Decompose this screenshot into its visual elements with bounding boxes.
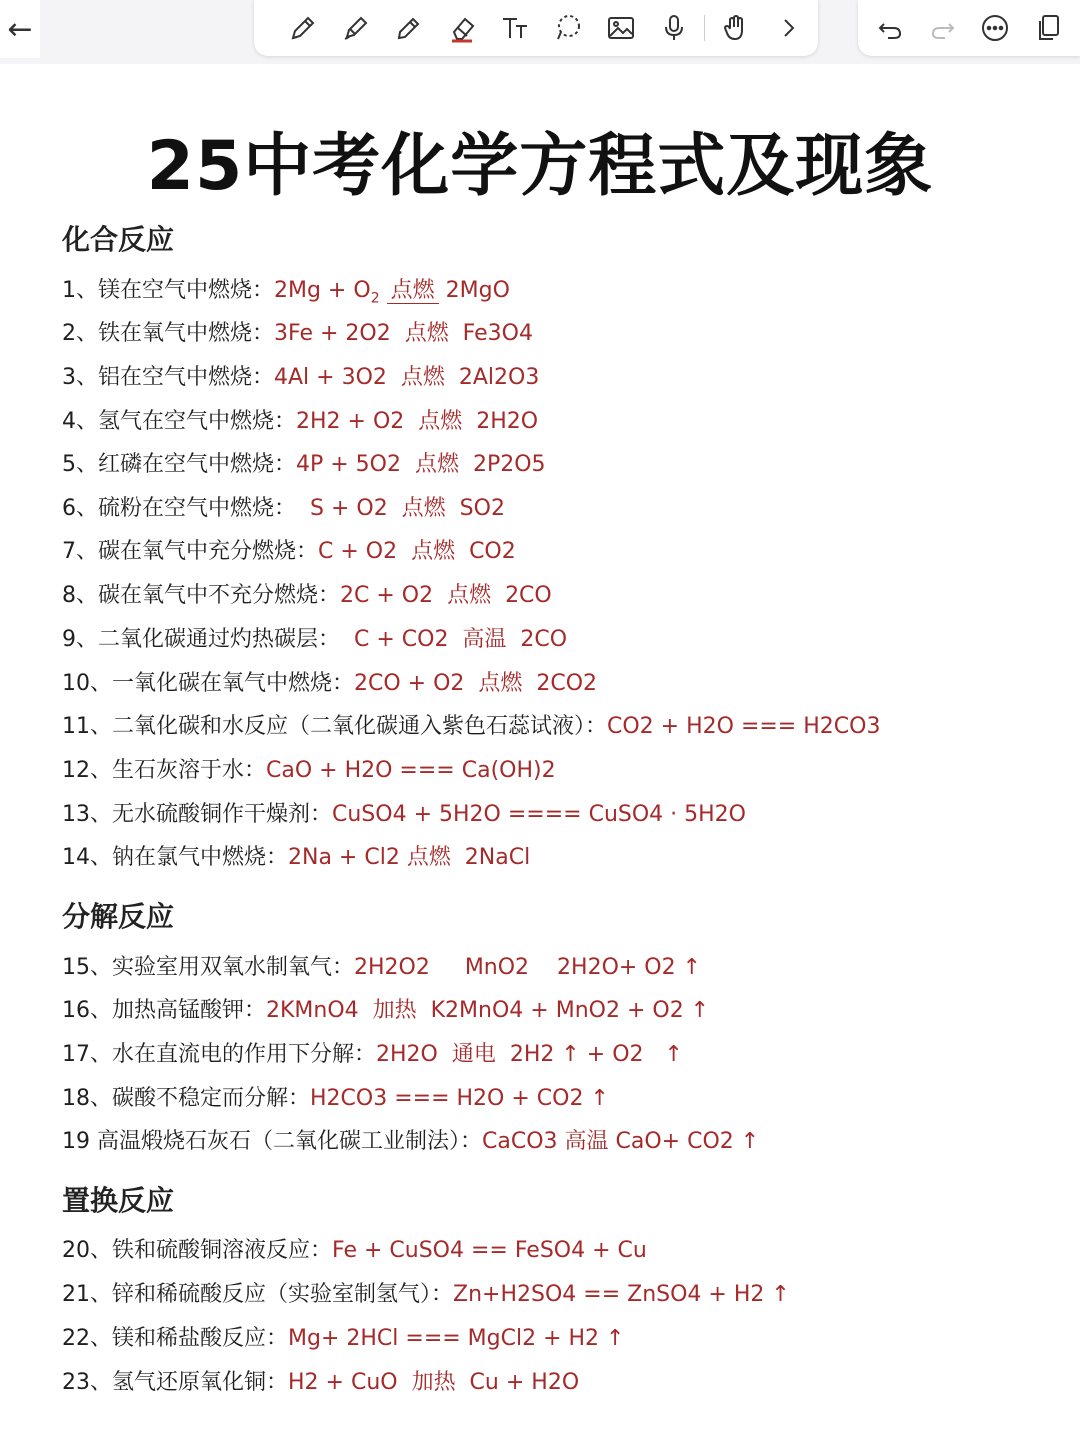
image-icon[interactable] [594,8,647,48]
equation: Zn+H2SO4 == ZnSO4 + H2 ↑ [453,1282,790,1307]
pencil-icon[interactable] [382,8,435,48]
equation: 2H2O 通电 2H2 ↑ + O2 ↑ [376,1042,683,1067]
reaction-label: 8、碳在氧气中不充分燃烧： [62,583,340,608]
reaction-label: 23、氢气还原氧化铜： [62,1370,288,1395]
equation-line [62,1363,579,1403]
top-toolbar [0,0,1080,64]
equation: 4Al + 3O2 点燃 2Al2O3 [274,365,540,390]
hand-icon[interactable] [709,8,762,48]
reaction-label: 1、镁在空气中燃烧： [62,278,274,303]
reaction-label: 7、碳在氧气中充分燃烧： [62,539,318,564]
equation: H2CO3 === H2O + CO2 ↑ [310,1086,609,1111]
reaction-label: 20、铁和硫酸铜溶液反应： [62,1238,332,1263]
equation-right: 2MgO [445,278,510,303]
equation: Fe + CuSO4 == FeSO4 + Cu [332,1238,647,1263]
reaction-label: 3、铝在空气中燃烧： [62,365,274,390]
equation: Mg+ 2HCl === MgCl2 + H2 ↑ [288,1326,625,1351]
equation: H2 + CuO 加热 Cu + H2O [288,1370,580,1395]
lasso-icon[interactable] [541,8,594,48]
equation: 4P + 5O2 点燃 2P2O5 [296,452,546,477]
reaction-label: 14、钠在氯气中燃烧： [62,845,288,870]
reaction-label: 22、镁和稀盐酸反应： [62,1326,288,1351]
equation-line [62,1035,683,1075]
text-tool-icon[interactable] [488,8,541,48]
reaction-label: 9、二氧化碳通过灼热碳层： [62,627,340,652]
reaction-condition: 点燃 [387,278,439,304]
subscript: 2 [370,290,380,307]
equation: C + O2 点燃 CO2 [318,539,516,564]
reaction-label: 16、加热高锰酸钾： [62,998,266,1023]
equation: C + CO2 高温 2CO [340,627,568,652]
equation-line [62,1275,790,1315]
eraser-icon[interactable] [435,8,488,48]
equation [274,278,510,307]
equation: CaCO3 高温 CaO+ CO2 ↑ [482,1129,760,1154]
redo-icon[interactable] [919,8,967,48]
equation-line [62,1319,624,1359]
equation: 3Fe + 2O2 点燃 Fe3O4 [274,321,533,346]
reaction-label: 5、红磷在空气中燃烧： [62,452,296,477]
history-tool-group [858,0,1080,56]
equation-line [62,991,709,1031]
equation-line [62,1079,609,1119]
equation-line [62,532,516,572]
equation-line [62,948,701,988]
equation-line [62,751,556,791]
equation-line [62,1231,647,1271]
section-heading-combination: 化合反应 [62,223,175,256]
equation: 2H2O2 MnO2 2H2O+ O2 ↑ [354,955,702,980]
reaction-label: 6、硫粉在空气中燃烧： [62,496,296,521]
pages-icon[interactable] [1024,8,1072,48]
equation-line [62,271,510,311]
equation: CaO + H2O === Ca(OH)2 [266,758,556,783]
highlighter-icon[interactable] [329,8,382,48]
pen-icon[interactable] [276,8,329,48]
section-heading-displacement: 置换反应 [62,1184,175,1217]
equation-line [62,707,880,747]
chevron-right-icon[interactable] [762,8,815,48]
equation-left: 2Mg + O [274,278,371,303]
equation-line [62,795,746,835]
equation: 2KMnO4 加热 K2MnO4 + MnO2 + O2 ↑ [266,998,710,1023]
reaction-label: 19 高温煅烧石灰石（二氧化碳工业制法）： [62,1129,482,1154]
back-arrow-icon[interactable]: ← [0,0,40,58]
equation-line [62,489,505,529]
equation: 2CO + O2 点燃 2CO2 [354,671,598,696]
equation-line [62,314,533,354]
drawing-tool-group [254,0,818,56]
microphone-icon[interactable] [647,8,700,48]
equation: S + O2 点燃 SO2 [296,496,505,521]
equation-line [62,445,546,485]
more-icon[interactable] [971,8,1019,48]
equation-line [62,620,567,660]
equation-line [62,838,530,878]
page-title: 25中考化学方程式及现象 [146,127,934,206]
reaction-label: 13、无水硫酸铜作干燥剂： [62,802,332,827]
equation: 2C + O2 点燃 2CO [340,583,552,608]
reaction-label: 4、氢气在空气中燃烧： [62,409,296,434]
equation: 2H2 + O2 点燃 2H2O [296,409,539,434]
reaction-label: 12、生石灰溶于水： [62,758,266,783]
reaction-label: 18、碳酸不稳定而分解： [62,1086,310,1111]
reaction-label: 17、水在直流电的作用下分解： [62,1042,376,1067]
toolbar-divider [704,15,705,41]
reaction-label: 15、实验室用双氧水制氧气： [62,955,354,980]
section-heading-decomposition: 分解反应 [62,900,175,933]
equation-line [62,402,538,442]
equation-line [62,358,539,398]
reaction-label: 10、一氧化碳在氧气中燃烧： [62,671,354,696]
equation-line [62,1122,759,1162]
reaction-label: 11、二氧化碳和水反应（二氧化碳通入紫色石蕊试液）： [62,714,607,739]
equation: CO2 + H2O === H2CO3 [607,714,881,739]
equation-line [62,664,597,704]
equation: 2Na + Cl2 点燃 2NaCl [288,845,531,870]
undo-icon[interactable] [866,8,914,48]
reaction-label: 2、铁在氧气中燃烧： [62,321,274,346]
equation-line [62,576,552,616]
reaction-label: 21、锌和稀硫酸反应（实验室制氢气）： [62,1282,453,1307]
equation: CuSO4 + 5H2O ==== CuSO4 · 5H2O [332,802,746,827]
